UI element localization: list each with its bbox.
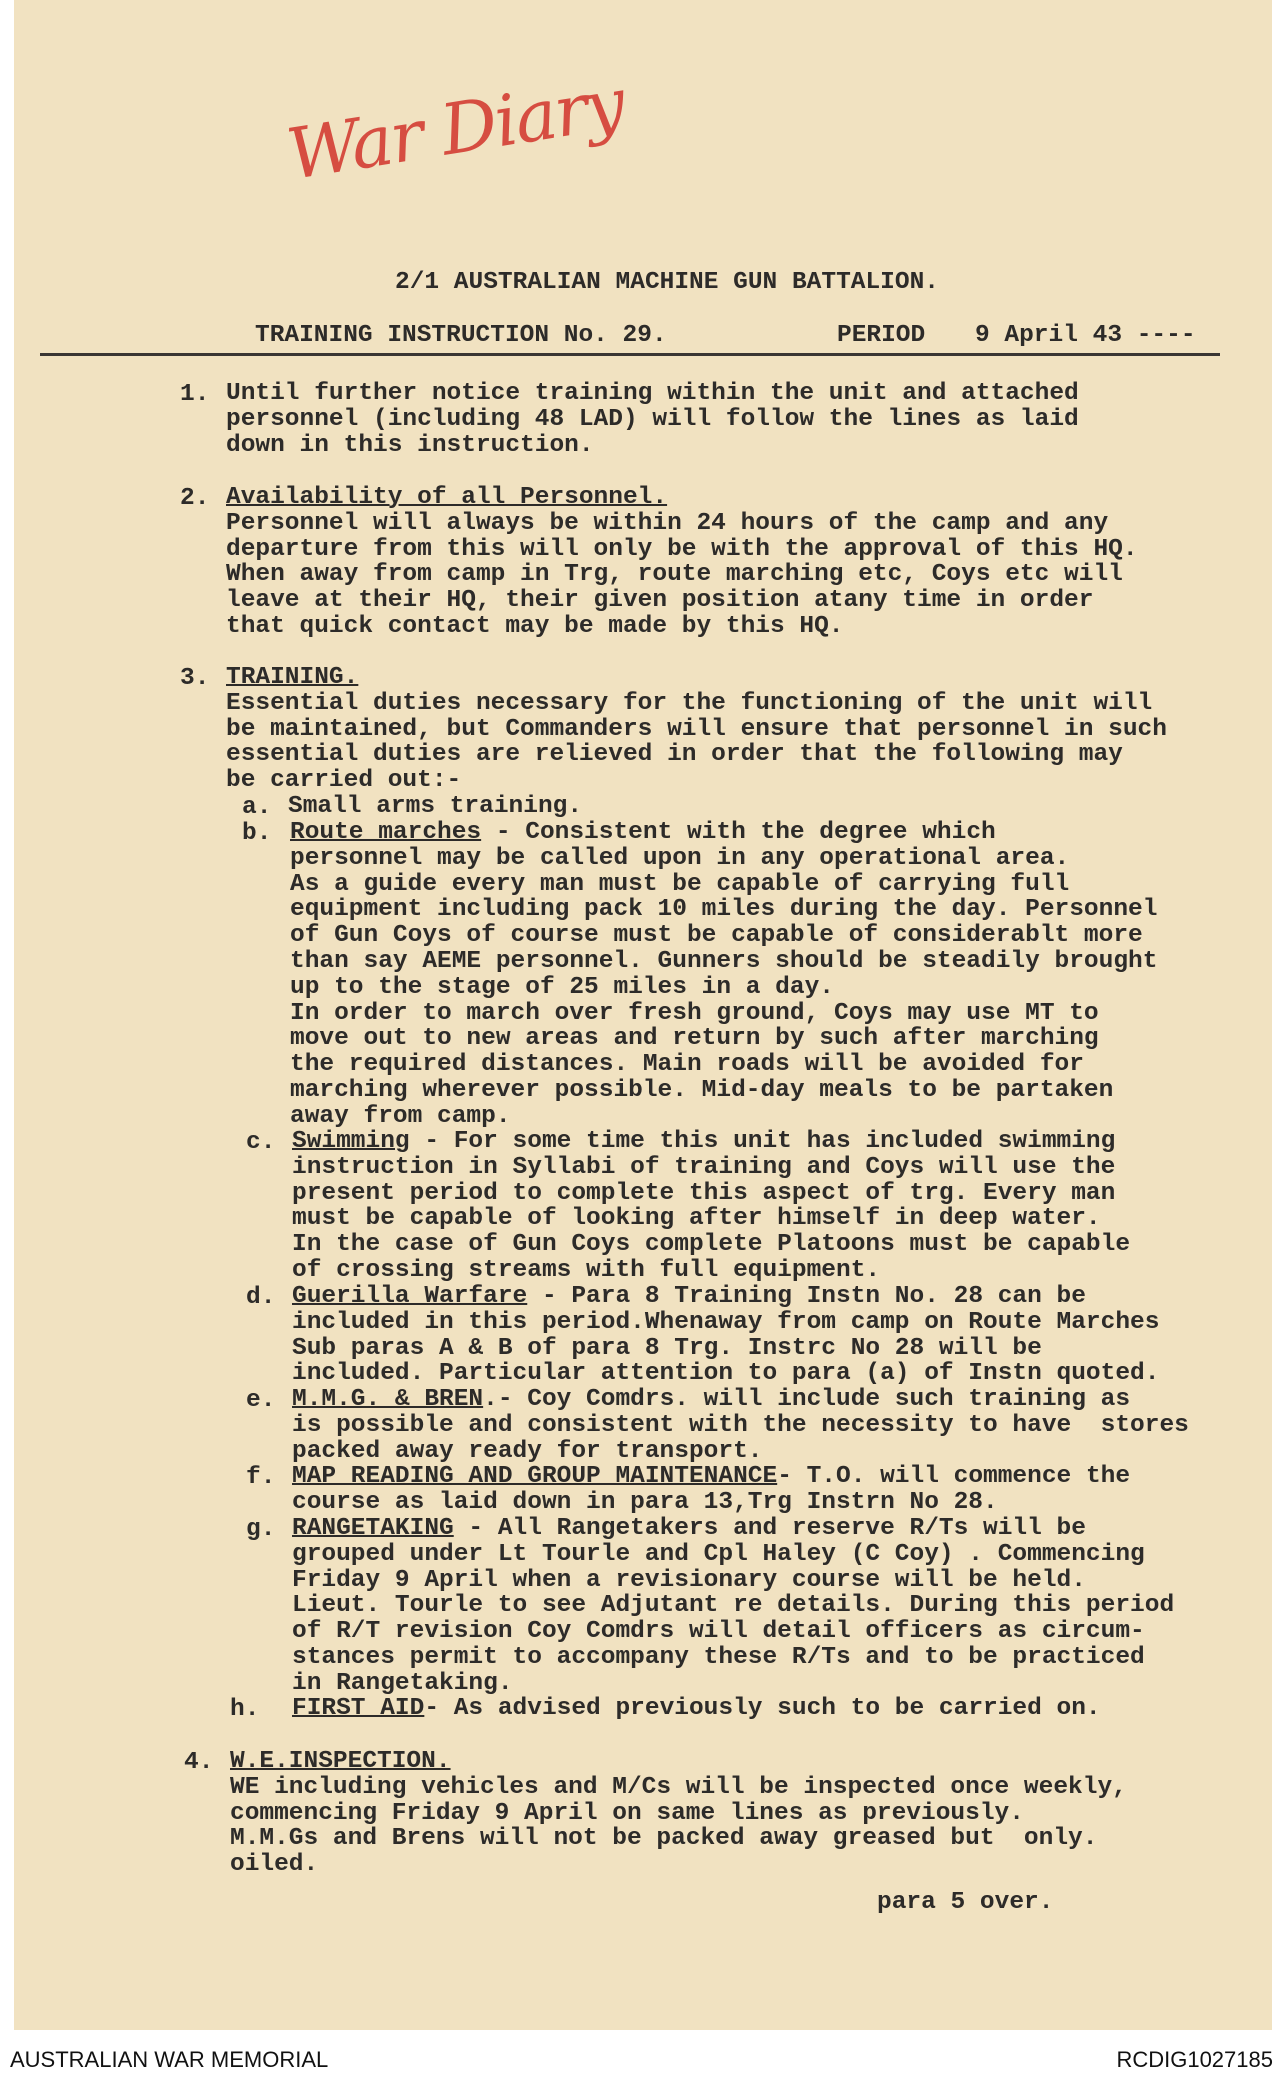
text-line: Until further notice training within the unit and attached <box>226 380 1079 407</box>
text-line: WE including vehicles and M/Cs will be inspected once weekly, <box>230 1773 1127 1801</box>
text-line: In order to march over fresh ground, Coys may use MT to <box>290 999 1099 1027</box>
text-line: Essential duties necessary for the functioning of the unit will <box>226 689 1153 717</box>
text-line: of R/T revision Coy Comdrs will detail officers as circum- <box>292 1618 1145 1646</box>
subpara-e-heading: M.M.G. & BREN <box>292 1386 484 1413</box>
subpara-d-heading: Guerilla Warfare <box>292 1283 528 1310</box>
instruction-title: TRAINING INSTRUCTION No. 29. <box>255 322 667 349</box>
subpara-e <box>292 1387 1189 1464</box>
text-line: must be capable of looking after himself in deep water. <box>292 1205 1101 1233</box>
text-line: be maintained, but Commanders will ensure that personnel in such <box>226 715 1167 743</box>
subpara-h-heading: FIRST AID <box>292 1695 425 1722</box>
text-line: Small arms training. <box>288 793 583 820</box>
period-value: 9 April 43 ---- <box>975 322 1196 349</box>
subpara-g <box>292 1516 1174 1697</box>
subpara-a <box>288 794 582 820</box>
text-line: present period to complete this aspect of trg. Every man <box>292 1179 1116 1207</box>
text-line: be carried out:- <box>226 767 462 795</box>
text-line: move out to new areas and return by such after marching <box>290 1025 1099 1053</box>
text-line: - For some time this unit has included swimming <box>409 1128 1116 1155</box>
text-line: included. Particular attention to para (a) of Instn quoted. <box>292 1360 1160 1388</box>
text-line: - As advised previously such to be carried on. <box>424 1695 1101 1722</box>
text-line: up to the stage of 25 miles in a day. <box>290 973 834 1001</box>
text-line: instruction in Syllabi of training and Coys will use the <box>292 1153 1116 1181</box>
text-line: Friday 9 April when a revisionary course will be held. <box>292 1566 1086 1594</box>
text-line: personnel may be called upon in any operational area. <box>290 844 1070 872</box>
text-line: In the case of Gun Coys complete Platoons must be capable <box>292 1231 1131 1259</box>
para-4-heading: W.E.INSPECTION. <box>230 1748 451 1775</box>
text-line: .- Coy Comdrs. will include such training as <box>483 1386 1131 1413</box>
footer-record-id: RCDIG1027185 <box>1116 2047 1273 2072</box>
text-line: grouped under Lt Tourle and Cpl Haley (C Coy) . Commencing <box>292 1540 1145 1568</box>
text-line: in Rangetaking. <box>292 1669 513 1697</box>
subpara-f-heading: MAP READING AND GROUP MAINTENANCE <box>292 1463 778 1490</box>
text-line: Sub paras A & B of para 8 Trg. Instrc No 28 will be <box>292 1334 1042 1362</box>
text-line: Personnel will always be within 24 hours of the camp and any <box>226 509 1109 537</box>
subpara-b-letter: b. <box>242 820 272 847</box>
para-2-heading: Availability of all Personnel. <box>226 484 668 511</box>
para-1-number: 1. <box>180 381 210 408</box>
text-line: course as laid down in para 13,Trg Instrn No 28. <box>292 1488 998 1516</box>
text-line: stances permit to accompany these R/Ts and to be practiced <box>292 1643 1145 1671</box>
text-line: - Consistent with the degree which <box>481 819 996 846</box>
text-line: that quick contact may be made by this HQ. <box>226 612 844 640</box>
text-line: - T.O. will commence the <box>777 1463 1131 1490</box>
subpara-c-letter: c. <box>246 1129 276 1156</box>
text-line: packed away ready for transport. <box>292 1437 763 1465</box>
subpara-f <box>292 1464 1130 1516</box>
subpara-b-heading: Route marches <box>290 819 482 846</box>
subpara-g-letter: g. <box>246 1516 276 1543</box>
para-3-heading: TRAINING. <box>226 664 359 691</box>
text-line: of Gun Coys of course must be capable of considerablt more <box>290 922 1143 950</box>
subpara-c <box>292 1129 1130 1284</box>
subpara-b <box>290 820 1157 1130</box>
text-line: of crossing streams with full equipment. <box>292 1256 881 1284</box>
handwritten-note: War Diary <box>281 62 629 196</box>
text-line: - Para 8 Training Instn No. 28 can be <box>527 1283 1086 1310</box>
text-line: - All Rangetakers and reserve R/Ts will be <box>453 1515 1086 1542</box>
text-line: the required distances. Main roads will be avoided for <box>290 1051 1084 1079</box>
para-1 <box>226 381 1079 458</box>
text-line: personnel (including 48 LAD) will follow the lines as laid <box>226 405 1079 433</box>
subpara-c-heading: Swimming <box>292 1128 410 1155</box>
text-line: away from camp. <box>290 1102 511 1130</box>
para-2 <box>226 485 1138 640</box>
continuation-note: para 5 over. <box>877 1889 1054 1916</box>
text-line: Lieut. Tourle to see Adjutant re details. During this period <box>292 1592 1175 1620</box>
para-4 <box>230 1749 1127 1878</box>
subpara-f-letter: f. <box>246 1464 276 1491</box>
text-line: included in this period.Whenaway from camp on Route Marches <box>292 1308 1160 1336</box>
text-line: down in this instruction. <box>226 431 594 459</box>
text-line: equipment including pack 10 miles during the day. Personnel <box>290 896 1158 924</box>
text-line: marching wherever possible. Mid-day meals to be partaken <box>290 1076 1114 1104</box>
period-label: PERIOD <box>837 322 926 349</box>
text-line: When away from camp in Trg, route marching etc, Coys etc will <box>226 561 1123 589</box>
subpara-a-letter: a. <box>242 794 272 821</box>
text-line: As a guide every man must be capable of carrying full <box>290 870 1070 898</box>
footer-archive-name: AUSTRALIAN WAR MEMORIAL <box>10 2047 329 2072</box>
subpara-e-letter: e. <box>246 1387 276 1414</box>
subpara-h <box>292 1696 1101 1722</box>
text-line: commencing Friday 9 April on same lines as previously. <box>230 1799 1024 1827</box>
text-line: leave at their HQ, their given position atany time in order <box>226 587 1094 615</box>
subpara-g-heading: RANGETAKING <box>292 1515 454 1542</box>
text-line: than say AEME personnel. Gunners should be steadily brought <box>290 947 1158 975</box>
para-3 <box>226 665 1167 794</box>
text-line: essential duties are relieved in order that the following may <box>226 741 1123 769</box>
text-line: M.M.Gs and Brens will not be packed away greased but only. <box>230 1825 1098 1853</box>
subpara-d <box>292 1284 1159 1387</box>
subpara-h-letter: h. <box>230 1696 260 1723</box>
text-line: oiled. <box>230 1851 319 1879</box>
header-rule <box>40 353 1220 356</box>
text-line: is possible and consistent with the necessity to have stores <box>292 1411 1189 1439</box>
document-title: 2/1 AUSTRALIAN MACHINE GUN BATTALION. <box>395 269 939 296</box>
para-3-number: 3. <box>180 665 210 692</box>
para-2-number: 2. <box>180 485 210 512</box>
text-line: departure from this will only be with the approval of this HQ. <box>226 535 1138 563</box>
subpara-d-letter: d. <box>246 1284 276 1311</box>
para-4-number: 4. <box>184 1749 214 1776</box>
